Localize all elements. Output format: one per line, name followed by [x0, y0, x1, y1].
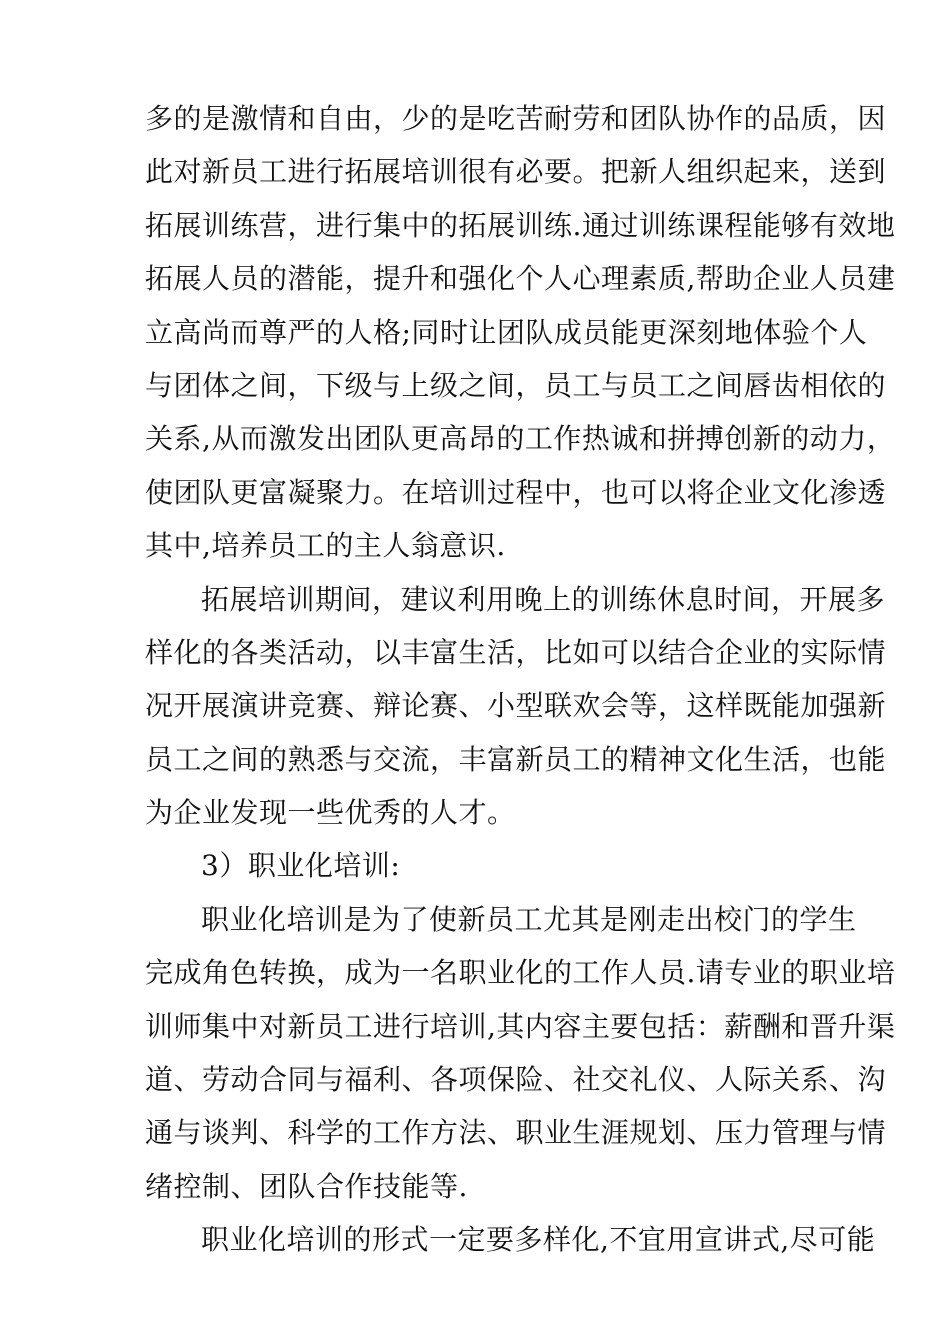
text-line: 通与谈判、科学的工作方法、职业生涯规划、压力管理与情	[145, 1116, 887, 1150]
paragraph-start-line: 职业化培训的形式一定要多样化,不宜用宣讲式,尽可能	[201, 1223, 876, 1257]
text-line: 立高尚而尊严的人格;同时让团队成员能更深刻地体验个人	[145, 315, 868, 349]
text-line: 完成角色转换，成为一名职业化的工作人员.请专业的职业培	[145, 956, 896, 990]
text-line: 关系,从而激发出团队更高昂的工作热诚和拼搏创新的动力，	[145, 422, 896, 456]
text-line: 使团队更富凝聚力。在培训过程中，也可以将企业文化渗透	[145, 475, 887, 509]
text-line: 此对新员工进行拓展培训很有必要。把新人组织起来，送到	[145, 155, 887, 189]
text-line: 其中,培养员工的主人翁意识.	[145, 529, 506, 563]
body-text	[145, 92, 896, 1267]
text-line: 拓展人员的潜能，提升和强化个人心理素质,帮助企业人员建	[145, 262, 896, 296]
text-line: 多的是激情和自由，少的是吃苦耐劳和团队协作的品质，因	[145, 102, 887, 135]
paragraph-start-line: 职业化培训是为了使新员工尤其是刚走出校门的学生	[201, 902, 857, 936]
text-line: 为企业发现一些优秀的人才。	[145, 796, 516, 830]
paragraph-start-line: 拓展培训期间，建议利用晚上的训练休息时间，开展多	[201, 582, 886, 616]
text-line: 训师集中对新员工进行培训,其内容主要包括：薪酬和晋升渠	[145, 1009, 896, 1043]
section-heading: 3）职业化培训:	[201, 849, 401, 883]
text-line: 样化的各类活动，以丰富生活，比如可以结合企业的实际情	[145, 635, 887, 669]
text-line: 与团体之间，下级与上级之间，员工与员工之间唇齿相依的	[145, 368, 887, 402]
text-line: 道、劳动合同与福利、各项保险、社交礼仪、人际关系、沟	[145, 1063, 887, 1097]
text-line: 况开展演讲竞赛、辩论赛、小型联欢会等，这样既能加强新	[145, 689, 887, 723]
text-line: 员工之间的熟悉与交流，丰富新员工的精神文化生活，也能	[145, 742, 887, 776]
text-line: 拓展训练营，进行集中的拓展训练.通过训练课程能够有效地	[145, 208, 896, 242]
text-line: 绪控制、团队合作技能等.	[145, 1169, 468, 1203]
